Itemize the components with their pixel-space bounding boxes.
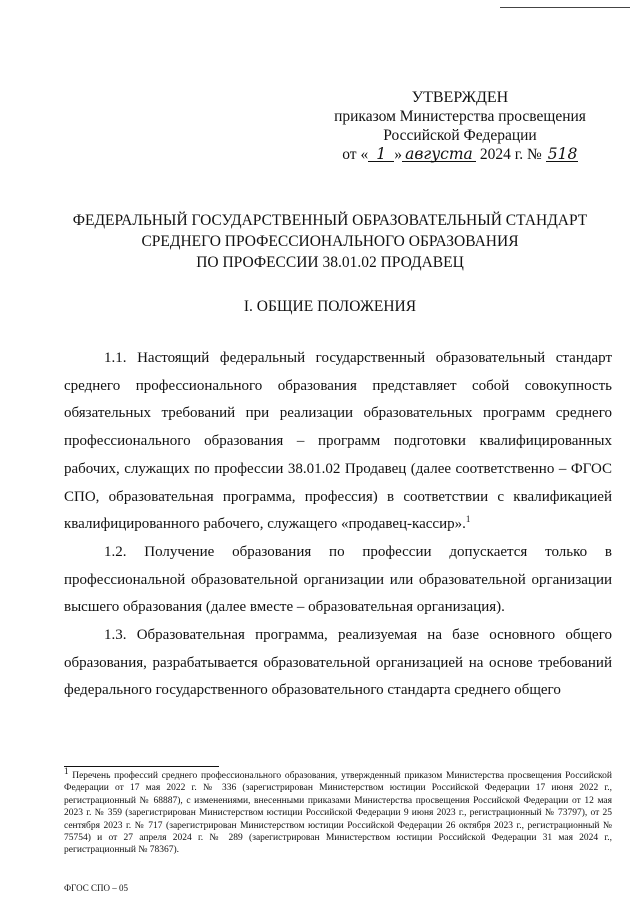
page-footer: ФГОС СПО – 05	[64, 883, 128, 893]
footnote-text: Перечень профессий среднего профессионального образования, утвержденный приказом Министерства просвещения Российской Федерации от 17 мая 2022 г. № 336 (зарегистрирован Министерством юстиции Российской Федерации 17 июня 2022 г., регистрационный № 68887), с изменениями, внесенными приказами Министерства просвещения Российской Федерации от 12 мая 2023 г. № 359 (зарегистрирован Министерством юстиции Российской Федерации 9 июня 2023 г., регистрационный № 73797), от 25 сентября 2023 г. № 717 (зарегистрирован Министерством юстиции Российской Федерации 26 октября 2023 г., регистрационный № 75754) и от 27 апреля 2024 г. № 289 (зарегистрирован Министерством юстиции Российской Федерации 31 мая 2024 г., регистрационный № 78367).	[64, 771, 612, 856]
paragraph-1-1-text: 1.1. Настоящий федеральный государственный образовательный стандарт среднего профессионального образования представляет собой совокупность обязательных требований при реализации образовательных программ среднего профессионального образования – программ подготовки квалифицированных рабочих, служащих по профессии 38.01.02 Продавец (далее соответственно – ФГОС СПО, образовательная программа, профессия) в соответствии с квалификацией квалифицированного рабочего, служащего «продавец-кассир».	[64, 350, 612, 533]
footnote-reference: 1	[465, 514, 471, 525]
handwritten-month: августа	[402, 147, 476, 162]
paragraph-1-2: 1.2. Получение образования по профессии допускается только в профессиональной образовательной организации или образовательной организации высшего образования (далее вместе – образовательная организация).	[64, 543, 612, 616]
approval-block	[300, 88, 620, 164]
approval-title: УТВЕРЖДЕН	[411, 89, 509, 106]
footnote-mark: 1	[64, 765, 69, 776]
scan-top-line	[500, 7, 630, 8]
date-separator: »	[394, 146, 402, 163]
document-body	[64, 345, 612, 705]
approval-line-2: Российской Федерации	[383, 127, 537, 144]
document-title	[60, 210, 600, 273]
title-line-2: СРЕДНЕГО ПРОФЕССИОНАЛЬНОГО ОБРАЗОВАНИЯ	[141, 233, 519, 250]
footnote-divider	[64, 766, 219, 767]
section-heading: I. ОБЩИЕ ПОЛОЖЕНИЯ	[243, 298, 417, 315]
approval-date-line	[300, 145, 620, 164]
title-line-3: ПО ПРОФЕССИИ 38.01.02 ПРОДАВЕЦ	[196, 254, 464, 271]
paragraph-1-1	[64, 345, 612, 539]
footnote	[64, 765, 612, 857]
paragraph-1-3: 1.3. Образовательная программа, реализуемая на базе основного общего образования, разрабатывается образовательной организацией на основе требований федерального государственного образовательного стандарта среднего общего	[64, 627, 612, 699]
handwritten-day: 1	[368, 147, 394, 162]
date-year: 2024 г. №	[479, 146, 542, 163]
title-line-1: ФЕДЕРАЛЬНЫЙ ГОСУДАРСТВЕННЫЙ ОБРАЗОВАТЕЛЬНЫЙ СТАНДАРТ	[72, 212, 588, 229]
handwritten-number: 518	[547, 145, 578, 163]
date-prefix: от «	[342, 146, 369, 163]
approval-line-1: приказом Министерства просвещения	[334, 108, 586, 125]
